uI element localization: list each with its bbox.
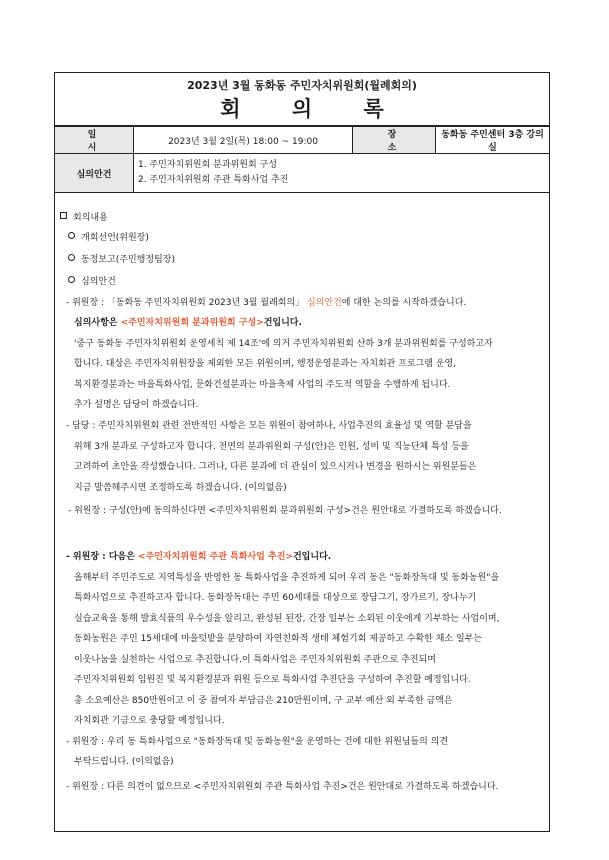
agenda-list [134, 154, 550, 193]
place-label: 장 소 [353, 127, 436, 154]
circle-bullet-icon [68, 276, 75, 283]
paragraph-line: 고려하여 초안을 작성했습니다. 그러나, 다른 분과에 더 관심이 있으시거나 변경을 원하시는 위원분들은 [74, 462, 477, 472]
highlight-text: <주민자치위원회 분과위원회 구성> [120, 318, 264, 328]
paragraph-line: - 위원장 : 다음은 <주민자치위원회 주관 특화사업 추진>건입니다. [66, 552, 332, 562]
date-value: 2023년 3월 2일(목) 18:00 ~ 19:00 [134, 127, 353, 154]
paragraph-line: 동화농원은 주민 15세대에 마을텃밭을 분양하여 자연친화적 생태 체험기회 제공하고 수확한 채소 일부는 [74, 634, 483, 644]
document-title: 회 의 록 [220, 97, 406, 121]
section-title: 회의내용 [73, 213, 108, 223]
paragraph-line: - 위원장 : 우리 동 특화사업으로 "동화장독대 및 동화농원"을 운영하는 건에 대한 위원님들의 의견 [66, 737, 449, 747]
paragraph-line: 올해부터 주민주도로 지역특성을 반영한 동 특화사업을 추진하게 되어 우리 동은 "동화장독대 및 동화농원"을 [74, 573, 500, 583]
paragraph-line: 부탁드립니다. (이의없음) [74, 757, 174, 767]
document-header [54, 72, 550, 126]
paragraph-line: 합니다. 대상은 주민자치위원장을 제외한 모든 위원이며, 행정운영분과는 자치회관 프로그램 운영, [74, 359, 457, 369]
paragraph-line: 지금 말씀해주시면 조정하도록 하겠습니다. (이의없음) [74, 483, 287, 493]
paragraph-line: 총 소요예산은 850만원이고 이 중 참여자 부담금은 210만원이며, 구 교부 예산 외 부족한 금액은 [74, 696, 453, 706]
circle-bullet-icon [68, 254, 75, 261]
highlight-text: <주민자치위원회 주관 특화사업 추진> [138, 552, 293, 562]
square-bullet-icon [60, 212, 67, 219]
paragraph-line: 주민자치위원회 임원진 및 복지환경분과 위원 등으로 특화사업 추진단을 구성하여 추진할 예정입니다. [74, 675, 471, 685]
paragraph-line: 실습교육을 통해 발효식품의 우수성을 알리고, 완성된 된장, 간장 일부는 소외된 이웃에게 기부하는 사업이며, [74, 614, 500, 624]
paragraph-line: - 위원장 : 「동화동 주민자치위원회 2023년 3월 월례회의」 심의안건에 대한 논의를 시작하겠습니다. [66, 298, 467, 308]
date-label: 일 시 [55, 127, 134, 154]
list-item [68, 274, 116, 287]
place-value: 동화동 주민센터 3층 강의실 [436, 127, 550, 154]
circle-bullet-icon [68, 232, 75, 239]
list-item [68, 252, 175, 265]
list-item-label: 심의안건 [81, 277, 116, 287]
paragraph-line: 복지환경분과는 마을특화사업, 문화건설분과는 마을축제 사업의 주도적 역할을 수행하게 됩니다. [74, 380, 451, 390]
paragraph-line: 심의사항은 <주민자치위원회 분과위원회 구성>건입니다. [74, 318, 302, 328]
meeting-info-table [54, 126, 550, 193]
paragraph-line: - 위원장 : 구성(안)에 동의하신다면 <주민자치위원회 분과위원회 구성>건은 원안대로 가결하도록 하겠습니다. [68, 506, 502, 516]
highlight-text: 심의안건 [307, 298, 342, 308]
agenda-item: 1. 주민자치위원회 분과위원회 구성 [138, 160, 277, 170]
section-heading [60, 210, 108, 223]
agenda-item: 2. 주민자치위원회 주관 특화사업 추진 [138, 175, 289, 185]
list-item-label: 동정보고(주민행정팀장) [81, 255, 175, 265]
paragraph-line: - 위원장 : 다른 의견이 없으므로 <주민자치위원회 주관 특화사업 추진>건은 원안대로 가결하도록 하겠습니다. [66, 782, 499, 792]
paragraph-line: 자치회관 기금으로 충당할 예정입니다. [74, 716, 225, 726]
list-item [68, 230, 149, 243]
paragraph-line: 추가 설명은 담당이 하겠습니다. [74, 400, 199, 410]
list-item-label: 개회선언(위원장) [81, 233, 149, 243]
paragraph-line: 위해 3개 분과로 구성하고자 합니다. 전면의 분과위원회 구성(안)은 인원, 성비 및 직능단체 특성 등을 [74, 442, 469, 452]
paragraph-line: - 담당 : 주민자치위원회 관련 전반적인 사항은 모든 위원이 참여하나, 사업추진의 효율성 및 역할 분담을 [66, 421, 472, 431]
agenda-label: 심의안건 [55, 154, 134, 193]
paragraph-line: '중구 동화동 주민자치위원회 운영세칙 제 14조'에 의거 주민자치위원회 산하 3개 분과위원회를 구성하고자 [74, 339, 493, 349]
paragraph-line: 특화사업으로 추진하고자 합니다. 동화장독대는 주민 60세대를 대상으로 장담그기, 장가르기, 장나누기 [74, 593, 477, 603]
paragraph-line: 이웃나눔을 실천하는 사업으로 추진합니다.이 특화사업은 주민자치위원회 주관으로 추진되며 [74, 655, 436, 665]
meeting-subtitle: 2023년 3월 동화동 주민자치위원회(월례회의) [187, 79, 417, 92]
